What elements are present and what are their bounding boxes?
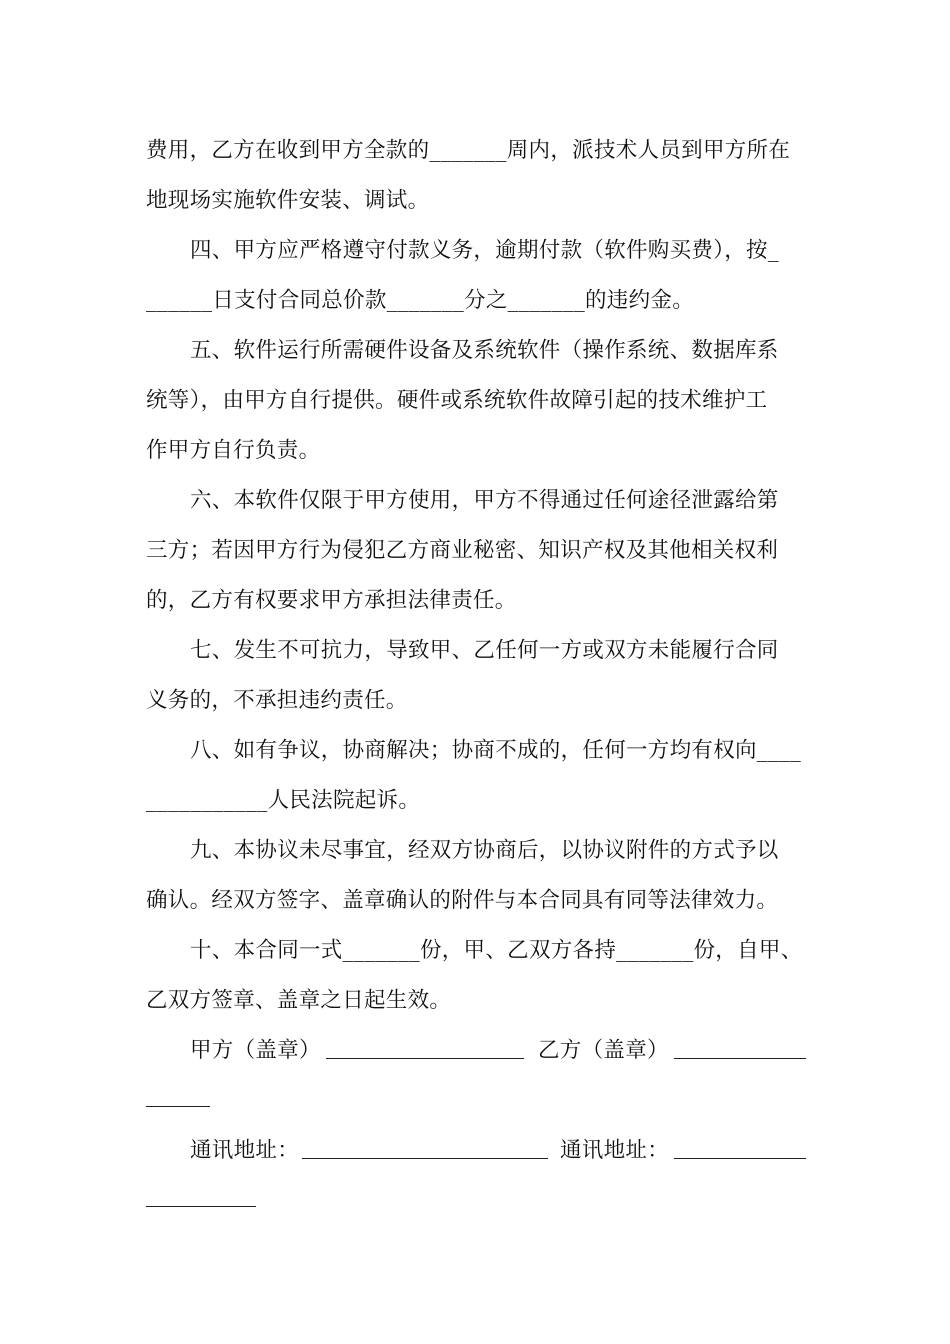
text-line: 地现场实施软件安装、调试。 (146, 188, 430, 213)
clause-8-line: 八、如有争议，协商解决；协商不成的，任何一方均有权向____ (190, 738, 802, 763)
text-line: 的，乙方有权要求甲方承担法律责任。 (146, 588, 517, 613)
party-a-seal-blank (326, 1058, 524, 1059)
text-line: 义务的，不承担违约责任。 (146, 688, 408, 713)
party-b-address-blank-continued (146, 1206, 256, 1207)
clause-7-line: 七、发生不可抗力，导致甲、乙任何一方或双方未能履行合同 (190, 638, 779, 663)
text-line: 乙双方签章、盖章之日起生效。 (146, 988, 452, 1013)
text-line: 作甲方自行负责。 (146, 438, 321, 463)
party-a-address-blank (302, 1158, 548, 1159)
text-line: ______日支付合同总价款_______分之_______的违约金。 (146, 288, 695, 313)
text-line: 三方；若因甲方行为侵犯乙方商业秘密、知识产权及其他相关权利 (146, 538, 779, 563)
clause-10-line: 十、本合同一式_______份，甲、乙双方各持_______份，自甲、 (190, 938, 803, 963)
clause-9-line: 九、本协议未尽事宜，经双方协商后，以协议附件的方式予以 (190, 838, 779, 863)
party-a-address-label: 通讯地址： (190, 1138, 300, 1163)
party-b-address-blank (674, 1158, 806, 1159)
party-b-address-label: 通讯地址： (560, 1138, 670, 1163)
text-line: 统等），由甲方自行提供。硬件或系统软件故障引起的技术维护工 (146, 388, 768, 413)
text-line: 费用，乙方在收到甲方全款的_______周内，派技术人员到甲方所在 (146, 138, 791, 163)
clause-6-line: 六、本软件仅限于甲方使用，甲方不得通过任何途径泄露给第 (190, 488, 779, 513)
party-b-seal-blank (674, 1058, 806, 1059)
party-b-seal-blank-continued (146, 1106, 210, 1107)
text-line: 确认。经双方签字、盖章确认的附件与本合同具有同等法律效力。 (146, 888, 779, 913)
party-a-seal-label: 甲方（盖章） (190, 1038, 321, 1063)
text-line: ___________人民法院起诉。 (146, 788, 421, 813)
clause-4-line: 四、甲方应严格遵守付款义务，逾期付款（软件购买费），按_ (190, 238, 779, 263)
clause-5-line: 五、软件运行所需硬件设备及系统软件（操作系统、数据库系 (190, 338, 779, 363)
party-b-seal-label: 乙方（盖章） (538, 1038, 669, 1063)
